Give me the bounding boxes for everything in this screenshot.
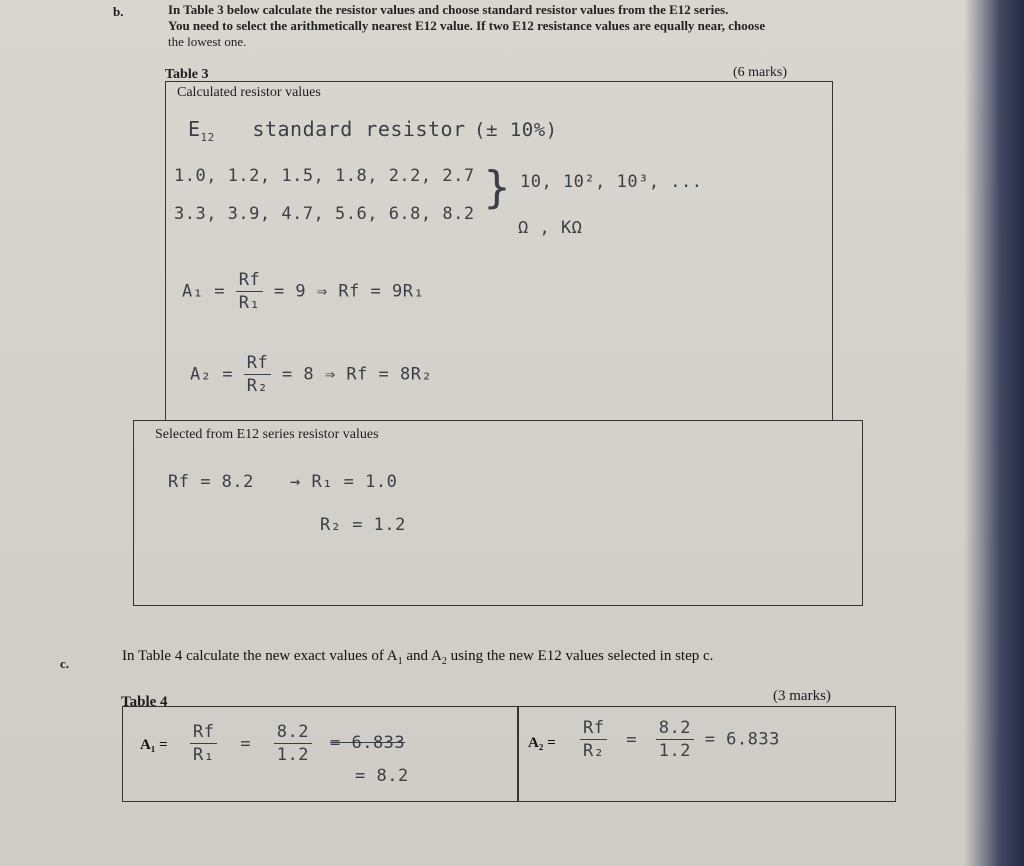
e12-letter: E (188, 117, 201, 141)
c-a1-numerator: Rf (190, 722, 217, 744)
e12-title: standard resistor (252, 117, 466, 141)
a2-denominator: R₂ (246, 376, 269, 396)
table3-marks: (6 marks) (733, 65, 788, 80)
a1-lhs: A₁ = (182, 281, 225, 302)
a1-rhs: = 9 ⇒ Rf = 9R₁ (273, 281, 425, 302)
table4-divider (517, 706, 519, 802)
c-a2-numerator2: 8.2 (656, 718, 694, 740)
instruction-line: the lowest one. (168, 34, 247, 49)
e12-series-row1: 1.0, 1.2, 1.5, 1.8, 2.2, 2.7 (174, 166, 475, 186)
table3-title: Table 3 (165, 67, 209, 82)
intro-sub2: 2 (441, 656, 447, 667)
a2-lhs: A₂ = (190, 364, 233, 385)
c-a1-fraction2 (274, 722, 312, 765)
c-a2-fraction (580, 718, 607, 761)
a1-equation (182, 270, 424, 313)
intro-post: using the new E12 values selected in step c. (446, 648, 714, 664)
question-c-instructions (122, 648, 713, 667)
e12-series-row2: 3.3, 3.9, 4.7, 5.6, 6.8, 8.2 (174, 204, 475, 224)
question-b-instructions (168, 2, 888, 50)
c-a2-denominator2: 1.2 (658, 741, 691, 761)
c-a1-equals: = (240, 733, 251, 754)
c-a1-denominator: R₁ (193, 745, 215, 765)
c-a1-struck-result: = 6.833 (330, 733, 406, 753)
a2-numerator: Rf (244, 353, 271, 375)
multipliers: 10, 10², 10³, ... (520, 172, 703, 192)
table4-a2-work (580, 718, 780, 761)
c-a1-denominator2: 1.2 (276, 745, 309, 765)
table3-selected-box (133, 420, 863, 606)
selected-header: Selected from E12 series resistor values (155, 427, 379, 442)
question-label-c: c. (60, 656, 70, 671)
c-a2-fraction2 (656, 718, 694, 761)
a2-equation (190, 353, 432, 396)
question-label-b: b. (113, 4, 124, 19)
selected-r2: R₂ = 1.2 (320, 515, 406, 535)
e12-subscript: 12 (200, 131, 215, 144)
instruction-line: You need to select the arithmetically nearest E12 value. If two E12 resistance values are equally near, choose (168, 18, 766, 33)
tolerance: (± 10%) (474, 119, 558, 141)
c-a1-result: = 8.2 (355, 766, 409, 786)
c-a2-denominator: R₂ (583, 741, 605, 761)
c-a1-fraction (190, 722, 217, 765)
c-a2-numerator: Rf (580, 718, 607, 740)
a1-numerator: Rf (236, 270, 263, 292)
a1-label: A₁ = (140, 737, 168, 753)
intro-mid: and A (402, 648, 442, 664)
intro-sub1: 1 (397, 656, 403, 667)
table4-a1-work (190, 722, 312, 765)
intro-pre: In Table 4 calculate the new exact values of A (122, 648, 398, 664)
table4-title: Table 4 (121, 694, 168, 710)
background-edge (964, 0, 1024, 866)
a2-fraction (244, 353, 271, 396)
selected-r1: → R₁ = 1.0 (290, 472, 398, 492)
c-a2-result: = 6.833 (704, 729, 780, 750)
a2-label: A₂ = (528, 735, 556, 751)
a1-fraction (236, 270, 263, 313)
table4-marks: (3 marks) (773, 688, 831, 704)
brace-icon: } (483, 162, 511, 213)
selected-rf: Rf = 8.2 (168, 472, 254, 492)
a1-denominator: R₁ (238, 293, 261, 313)
e12-heading (188, 117, 466, 144)
calculated-header: Calculated resistor values (177, 85, 321, 100)
units: Ω , KΩ (518, 218, 583, 238)
a2-rhs: = 8 ⇒ Rf = 8R₂ (281, 364, 433, 385)
instruction-line: In Table 3 below calculate the resistor values and choose standard resistor values from the E12 series. (168, 2, 729, 17)
c-a2-equals: = (626, 729, 637, 750)
c-a1-numerator2: 8.2 (274, 722, 312, 744)
